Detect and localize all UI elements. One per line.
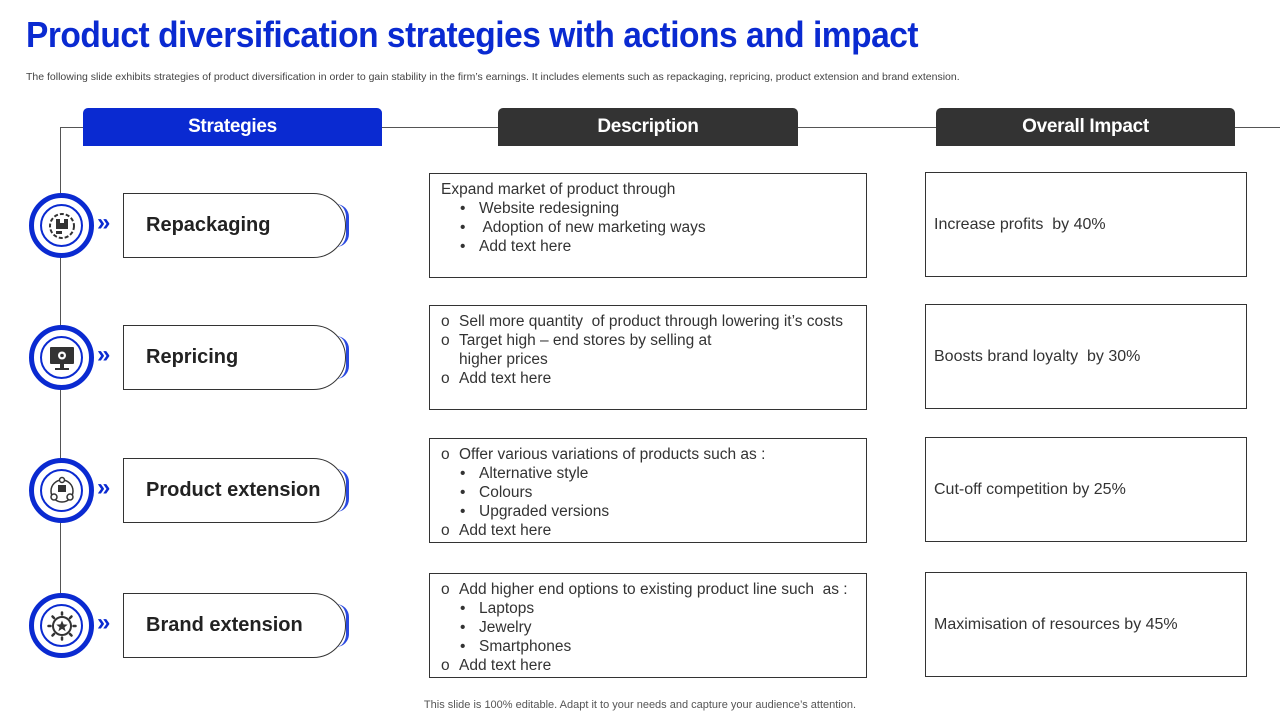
impact-box	[925, 304, 1247, 409]
bullet-marker: •	[460, 238, 466, 255]
description-line	[441, 483, 856, 502]
network-box-icon	[40, 469, 83, 512]
bullet-marker: •	[460, 503, 466, 520]
description-box	[429, 305, 867, 410]
description-text: Upgraded versions	[479, 503, 610, 520]
description-line	[441, 312, 856, 331]
impact-box	[925, 572, 1247, 677]
chevron-right-icon: »	[97, 474, 111, 501]
strategy-label: Product extension	[123, 458, 346, 523]
strategy-icon-circle	[29, 458, 94, 523]
strategy-icon-circle	[29, 593, 94, 658]
description-box	[429, 173, 867, 278]
description-text: Smartphones	[479, 638, 572, 655]
bullet-marker: •	[460, 219, 466, 236]
description-text: Website redesigning	[479, 200, 620, 217]
description-text: higher prices	[459, 351, 548, 368]
chevron-right-icon: »	[97, 609, 111, 636]
bullet-marker: •	[460, 600, 466, 617]
strategy-label: Repricing	[123, 325, 346, 390]
description-line	[441, 180, 856, 199]
description-text: Expand market of product through	[441, 181, 676, 198]
bullet-marker: o	[441, 446, 450, 463]
description-line	[441, 331, 856, 350]
bullet-marker: o	[441, 657, 450, 674]
description-text: Add higher end options to existing product line such as :	[459, 581, 848, 598]
package-icon	[40, 204, 83, 247]
strategy-label: Repackaging	[123, 193, 346, 258]
description-line	[441, 618, 856, 637]
description-line	[441, 237, 856, 256]
impact-text: Increase profits by 40%	[934, 215, 1106, 233]
description-line	[441, 502, 856, 521]
description-header: Description	[498, 108, 798, 146]
description-text: Laptops	[479, 600, 535, 617]
description-text: Add text here	[479, 238, 572, 255]
chevron-right-icon: »	[97, 209, 111, 236]
chevron-right-icon: »	[97, 341, 111, 368]
bullet-marker: •	[460, 484, 466, 501]
description-line	[441, 580, 856, 599]
description-text: Offer various variations of products such as :	[459, 446, 766, 463]
footer-note: This slide is 100% editable. Adapt it to your needs and capture your audience’s attention.	[423, 699, 857, 711]
bullet-marker: o	[441, 313, 450, 330]
monitor-gear-icon	[40, 336, 83, 379]
description-text: Jewelry	[479, 619, 532, 636]
impact-box	[925, 437, 1247, 542]
bullet-marker: o	[441, 581, 450, 598]
impact-text: Maximisation of resources by 45%	[934, 615, 1178, 633]
bullet-marker: o	[441, 370, 450, 387]
description-line	[441, 199, 856, 218]
bullet-marker: •	[460, 619, 466, 636]
impact-box	[925, 172, 1247, 277]
bullet-marker: o	[441, 332, 450, 349]
description-text: Add text here	[459, 370, 552, 387]
strategy-icon-circle	[29, 325, 94, 390]
description-text: Add text here	[459, 657, 552, 674]
description-line	[441, 445, 856, 464]
strategy-label: Brand extension	[123, 593, 346, 658]
page-subtitle: The following slide exhibits strategies of product diversification in order to gain stability in the firm’s earnings. It includes elements such as repackaging, repricing, product extension and brand extension.	[26, 71, 960, 83]
description-box	[429, 573, 867, 678]
description-box	[429, 438, 867, 543]
description-text: Alternative style	[479, 465, 589, 482]
description-line	[441, 521, 856, 540]
description-text: Add text here	[459, 522, 552, 539]
description-text: Target high – end stores by selling at	[459, 332, 712, 349]
impact-text: Boosts brand loyalty by 30%	[934, 347, 1141, 365]
bullet-marker: o	[441, 522, 450, 539]
description-line	[441, 464, 856, 483]
bullet-marker: •	[460, 465, 466, 482]
description-line	[441, 350, 856, 369]
description-line	[441, 656, 856, 675]
bullet-marker: •	[460, 638, 466, 655]
description-line	[441, 369, 856, 388]
strategy-icon-circle	[29, 193, 94, 258]
description-text: Adoption of new marketing ways	[479, 219, 706, 236]
description-text: Colours	[479, 484, 533, 501]
strategies-header: Strategies	[83, 108, 382, 146]
page-title: Product diversification strategies with actions and impact	[26, 14, 919, 55]
description-line	[441, 599, 856, 618]
description-line	[441, 637, 856, 656]
impact-text: Cut-off competition by 25%	[934, 480, 1126, 498]
bullet-marker	[441, 350, 459, 369]
description-line	[441, 218, 856, 237]
bullet-marker: •	[460, 200, 466, 217]
impact-header: Overall Impact	[936, 108, 1235, 146]
description-text: Sell more quantity of product through lowering it’s costs	[459, 313, 843, 330]
star-badge-icon	[40, 604, 83, 647]
